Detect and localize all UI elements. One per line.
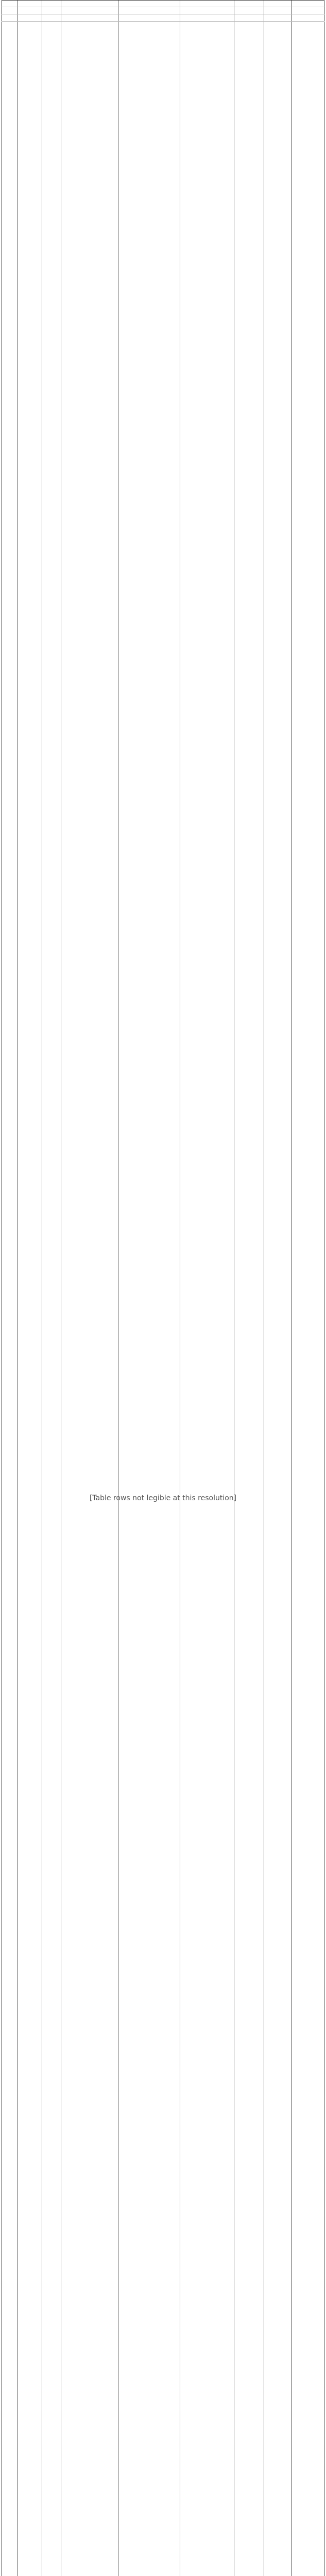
table-row xyxy=(2,7,324,14)
table-sheet xyxy=(2,0,324,2576)
table-row xyxy=(2,14,324,22)
table-rows-placeholder: [Table rows not legible at this resolution] xyxy=(89,1494,237,1502)
column-divider xyxy=(291,1,292,2576)
table-row xyxy=(2,0,324,7)
